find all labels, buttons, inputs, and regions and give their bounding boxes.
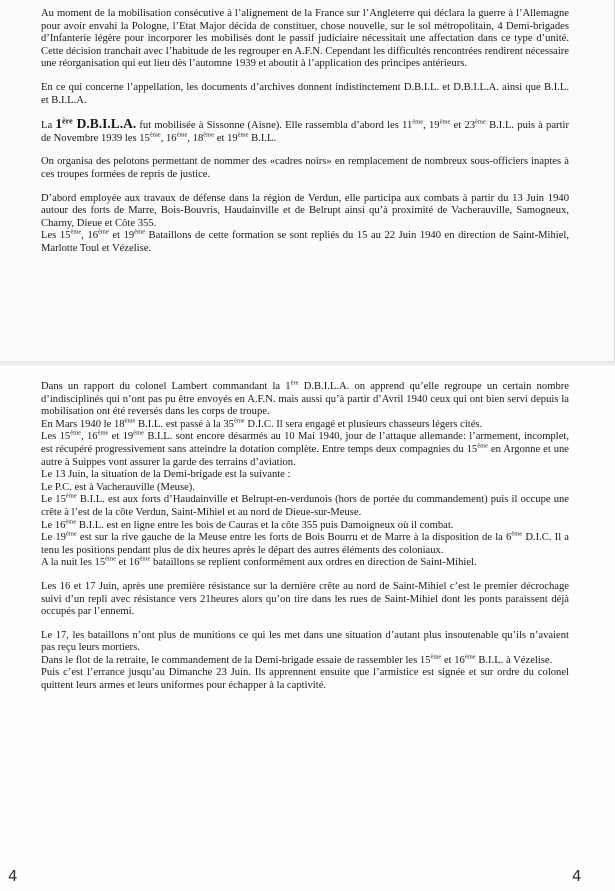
lower-page-text: [41, 381, 569, 693]
paragraph-first-dbila: La 1ère D.B.I.L.A. fut mobilisée à Sissonne (Aisne). Elle rassembla d’abord les 11ème, 19ème et 23ème B.I.L. puis à partir de Novembre 1939 les 15ème, 16ème, 18ème et 19ème B.I.L.: [41, 116, 569, 144]
paragraph-17-juin: Le 17, les bataillons n’ont plus de munitions ce qui les met dans une situation d’autant plus insoutenable qu’ils n’avaient pas reçu leurs mortiers.: [41, 629, 569, 654]
paragraph-repli: Les 15ème, 16ème et 19ème Bataillons de cette formation se sont repliés du 15 au 22 Juin 1940 en direction de Saint-Mihiel, Marlotte Toul et Vézelise.: [41, 228, 570, 254]
paragraph-pelotons: On organisa des pelotons permettant de nommer des «cadres noirs» en remplacement de nombreux sous-officiers inaptes à ces troupes formées de repris de justice.: [41, 156, 569, 180]
paragraph-mai-1940: Les 15ème, 16ème et 19ème B.I.L. sont encore désarmés au 10 Mai 1940, jour de l’attaque allemande: l’armement, incomplet, est récupéré progressivement sans atteindre la dotation complète. Entre temps deux compagnies du 15ème en Argonne et une autre à Suippes vont assurer la garde des terrains d’aviation.: [41, 429, 570, 468]
page-number-left: 4: [8, 867, 18, 885]
paragraph-19eme: Le 19ème est sur la rive gauche de la Meuse entre les forts de Bois Bourru et de Marre à la disposition de la 6ème D.I.C. Il a tenu les positions pendant plus de dix heures après le départ des autres éléments des coloniaux.: [41, 530, 570, 556]
paragraph-pc: Le P.C. est à Vacherauville (Meuse).: [41, 481, 195, 493]
paragraph-mobilisation: Au moment de la mobilisation consécutive à l’alignement de la France sur l’Angleterre qui déclara la guerre à l’Allemagne pour avoir envahi la Pologne, l’Etat Major décida de constituer, chose nouvelle, sur le sol métropolitain, 4 Demi-brigades d’Infanterie légère pour incorporer les mobilisés dont le passif judiciaire nécessitait une affectation dans ce type d’unité. Cette décision tranchait avec l’habitude de les regrouper en A.F.N. Cependant les difficultés rencontrées rendirent nécessaire une réorganisation qui eut lieu dès l’automne 1939 et aboutit à l’application des principes antérieurs.: [41, 8, 569, 70]
paragraph-mars-1940: En Mars 1940 le 18ème B.I.L. est passé à la 35ème D.I.C. Il sera engagé et plusieurs chasseurs légers cités.: [41, 417, 483, 430]
upper-page-text: [41, 8, 569, 267]
paragraph-16eme: Le 16ème B.I.L. est en ligne entre les bois de Cauras et la côte 355 puis Damoigneux où il combat.: [41, 518, 454, 531]
paragraph-rapport-lambert: Dans un rapport du colonel Lambert commandant la 1ère D.B.I.L.A. on apprend qu’elle regroupe un certain nombre d’indisciplinés qui n’ont pas pu être envoyés en A.F.N. mais aussi qu’à partir d’Avril 1940 ceux qui ont bien servi depuis la mobilisation ont été reversés dans les corps de troupe.: [41, 379, 569, 418]
paragraph-appellation: En ce qui concerne l’appellation, les documents d’archives donnent indistinctement D.B.I.L. et D.B.I.L.A. ainsi que B.I.L. et B.I.L.A.: [41, 81, 569, 106]
paragraph-armistice: Puis c’est l’errance jusqu’au Dimanche 23 Juin. Ils apprennent ensuite que l’armistice est signée et sur ordre du colonel quittent leurs armes et leurs uniformes pour échapper à la captivité.: [41, 667, 569, 692]
paragraph-15eme: Le 15ème B.I.L. est aux forts d’Haudainville et Belrupt-en-verdunois (hors de portée du commandement) puis il occupe une crête à l’est de la côte Verdun, Saint-Mihiel et au nord de Dieue-sur-Meuse.: [41, 492, 569, 518]
page-number-right: 4: [572, 867, 582, 885]
paragraph-13-juin: Le 13 Juin, la situation de la Demi-brigade est la suivante :: [41, 469, 291, 481]
paragraph-retraite: Dans le flot de la retraite, le commandement de la Demi-brigade essaie de rassembler les 15ème et 16ème B.I.L. à Vézelise.: [41, 653, 553, 666]
paragraph-16-17-juin: Les 16 et 17 Juin, après une première résistance sur la dernière crête au nord de Saint-Mihiel c’est le premier décrochage suivi d’un repli avec résistance vers 21heures alors qu’on tire dans les rues de Saint-Mihiel dont les ponts paraissent déjà occupés par l’ennemi.: [41, 580, 569, 618]
paragraph-verdun: D’abord employée aux travaux de défense dans la région de Verdun, elle participa aux combats à partir du 13 Juin 1940 autour des forts de Marre, Bois-Bouvris, Haudainville et de Belrupt ainsi qu’à proximité de Vacherauville, Samogneux, Charny, Dieue et Côte 355.: [41, 192, 569, 229]
paragraph-nuit: A la nuit les 15ème et 16ème bataillons se replient conformément aux ordres en direction de Saint-Mihiel.: [41, 555, 477, 569]
